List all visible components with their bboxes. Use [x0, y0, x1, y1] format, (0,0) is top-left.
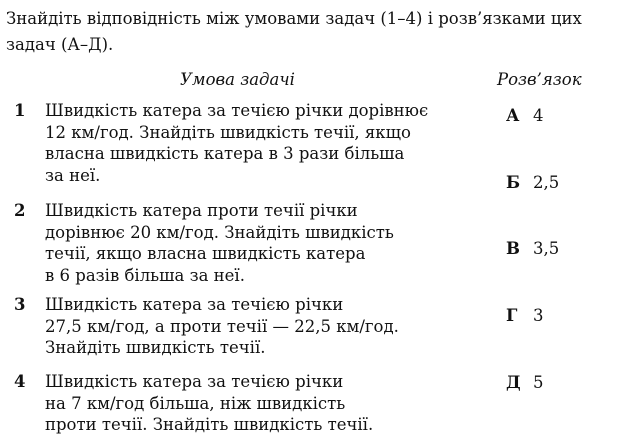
answer-value: 3,5	[533, 239, 560, 258]
task-condition: Швидкість катера за течією річки дорівнює 12 км/год. Знайдіть швидкість течії, якщо власна швидкість катера в 3 рази більша за неї.	[45, 101, 429, 185]
instruction-text: Знайдіть відповідність між умовами задач (1–4) і розв’язками цих задач (А–Д).	[6, 9, 582, 54]
task-condition: Швидкість катера проти течії річки дорівнює 20 км/год. Знайдіть швидкість течії, якщо власна швидкість катера в 6 разів більша за неї.	[45, 201, 394, 285]
task-condition: Швидкість катера за течією річки 27,5 км/год, а проти течії — 22,5 км/год. Знайдіть швидкість течії.	[45, 295, 399, 357]
answer-value: 3	[533, 306, 544, 325]
answer-letter: А	[506, 106, 520, 125]
condition-column-header: Умова задачі	[180, 70, 295, 89]
answer-value: 4	[533, 106, 544, 125]
answer-letter: Б	[506, 173, 521, 192]
task-condition: Швидкість катера за течією річки на 7 км/год більша, ніж швидкість проти течії. Знайдіть швидкість течії.	[45, 372, 374, 434]
answer-letter: Г	[506, 306, 518, 325]
answer-value: 5	[533, 373, 544, 392]
answer-letter: Д	[506, 373, 521, 392]
task-number: 4	[14, 372, 26, 391]
task-number: 1	[14, 101, 26, 120]
task-number: 3	[14, 295, 26, 314]
answer-value: 2,5	[533, 173, 560, 192]
answer-letter: В	[506, 239, 520, 258]
solution-column-header: Розв’язок	[497, 70, 582, 89]
task-number: 2	[14, 201, 26, 220]
